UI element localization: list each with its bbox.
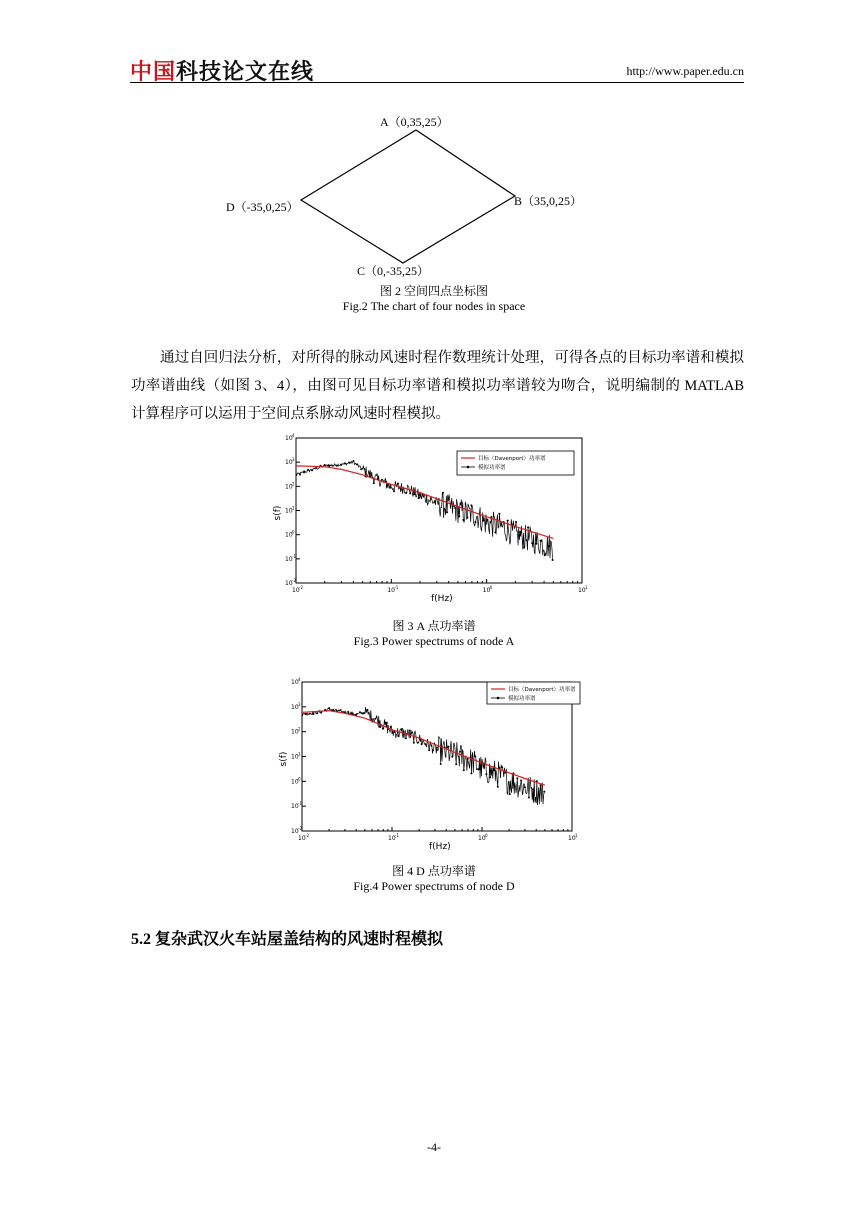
simulated-spectrum-point	[373, 482, 375, 484]
simulated-spectrum-point	[528, 797, 530, 799]
x-tick-label: 10	[292, 587, 300, 594]
y-tick-label: 10	[291, 703, 299, 711]
x-tick-label: 10	[482, 587, 491, 594]
simulated-spectrum-point	[386, 722, 388, 724]
fig4-chart	[260, 675, 600, 850]
simulated-spectrum-point	[494, 531, 496, 533]
simulated-spectrum-point	[363, 712, 365, 714]
simulated-spectrum-point	[394, 731, 396, 733]
simulated-spectrum-point	[527, 526, 529, 528]
simulated-spectrum-point	[301, 714, 303, 716]
simulated-spectrum-point	[378, 726, 380, 728]
simulated-spectrum-point	[344, 463, 346, 465]
fig3-caption-en: Fig.3 Power spectrums of node A	[353, 634, 515, 648]
simulated-spectrum-point	[413, 742, 415, 744]
simulated-spectrum-point	[397, 483, 399, 485]
simulated-spectrum-point	[413, 493, 415, 495]
fig2-diagram	[0, 0, 868, 300]
simulated-spectrum-point	[328, 707, 330, 709]
simulated-spectrum-point	[485, 773, 487, 775]
simulated-spectrum-point	[489, 776, 491, 778]
simulated-spectrum-point	[458, 516, 460, 518]
simulated-spectrum-point	[470, 504, 472, 506]
x-tick-label: 10	[387, 587, 395, 594]
simulated-spectrum-point	[390, 726, 392, 728]
simulated-spectrum-point	[340, 464, 342, 466]
simulated-spectrum-point	[463, 769, 465, 771]
body-paragraph	[131, 344, 744, 428]
simulated-spectrum-point	[509, 793, 511, 795]
simulated-spectrum-point	[295, 473, 297, 475]
simulated-spectrum-point	[474, 521, 476, 523]
y-tick-label: 10	[291, 778, 299, 786]
legend-target-label: 目标（Davenport）功率谱	[478, 456, 546, 462]
y-tick-label: 10	[285, 555, 293, 563]
y-tick-exponent: -2	[292, 578, 296, 583]
simulated-spectrum-point	[501, 766, 503, 768]
y-tick-label: 10	[285, 531, 293, 539]
simulated-spectrum-point	[523, 547, 525, 549]
y-tick-label: 10	[291, 828, 299, 835]
simulated-spectrum-point	[299, 474, 301, 476]
y-tick-exponent: 1	[292, 505, 295, 511]
simulated-spectrum-point	[535, 543, 537, 545]
simulated-spectrum-point	[320, 712, 322, 714]
simulated-spectrum-point	[356, 463, 358, 465]
simulated-spectrum-point	[421, 743, 423, 745]
y-tick-exponent: 4	[292, 433, 295, 438]
fig2-node-d: D（-35,0,25）	[226, 200, 299, 214]
simulated-spectrum-point	[397, 735, 399, 737]
logo-red-text: 中国	[130, 60, 177, 85]
legend-simulated-label: 模拟功率谱	[478, 465, 506, 471]
fig3-caption-cn: 图 3 A 点功率谱	[392, 619, 476, 633]
simulated-spectrum-point	[340, 709, 342, 711]
y-tick-exponent: -1	[298, 801, 302, 807]
target-spectrum-line	[302, 711, 545, 786]
simulated-spectrum-point	[524, 786, 526, 788]
simulated-spectrum-point	[448, 746, 450, 748]
y-tick-exponent: 1	[298, 751, 301, 757]
simulated-spectrum-point	[515, 521, 517, 523]
y-tick-label: 10	[291, 753, 299, 761]
legend-box	[457, 451, 574, 475]
simulated-spectrum-point	[552, 559, 554, 561]
fig4-caption-cn: 图 4 D 点功率谱	[392, 864, 476, 878]
legend-simulated-marker	[467, 466, 470, 469]
simulated-spectrum-point	[360, 468, 362, 470]
simulated-spectrum-point	[474, 755, 476, 757]
simulated-spectrum-point	[486, 519, 488, 521]
y-tick-label: 10	[285, 483, 293, 491]
simulated-spectrum-point	[540, 540, 542, 542]
simulated-spectrum-point	[312, 713, 314, 715]
simulated-spectrum-point	[428, 749, 430, 751]
simulated-spectrum-point	[374, 718, 376, 720]
y-tick-label: 10	[285, 459, 293, 467]
simulated-spectrum-point	[405, 737, 407, 739]
simulated-spectrum-point	[424, 743, 426, 745]
simulated-spectrum-point	[532, 788, 534, 790]
simulated-spectrum-point	[454, 507, 456, 509]
simulated-spectrum-point	[548, 545, 550, 547]
simulated-spectrum-point	[493, 769, 495, 771]
simulated-spectrum-line	[296, 461, 553, 560]
legend-simulated-label: 模拟功率谱	[508, 696, 536, 702]
x-tick-exponent: 1	[575, 833, 578, 838]
paragraph-text: 通过自回归法分析，对所得的脉动风速时程作数理统计处理，可得各点的目标功率谱和模拟功率谱曲线（如图 3、4），由图可见目标功率谱和模拟功率谱较为吻合，说明编制的 MATLAB 计算程序可以运用于空间点系脉动风速时程模拟。	[131, 350, 744, 422]
y-tick-label: 10	[285, 507, 293, 515]
fig2-node-a: A（0,35,25）	[380, 115, 449, 129]
simulated-spectrum-point	[305, 713, 307, 715]
y-tick-exponent: 3	[298, 701, 301, 707]
simulated-spectrum-point	[359, 711, 361, 713]
simulated-spectrum-point	[393, 490, 395, 492]
y-tick-exponent: 0	[292, 529, 295, 535]
y-axis-label: s(f)	[273, 505, 283, 521]
simulated-spectrum-point	[348, 462, 350, 464]
simulated-spectrum-point	[382, 728, 384, 730]
simulated-spectrum-point	[459, 751, 461, 753]
simulated-spectrum-point	[455, 763, 457, 765]
fig2-caption-en: Fig.2 The chart of four nodes in space	[342, 299, 526, 313]
simulated-spectrum-point	[451, 756, 453, 758]
simulated-spectrum-point	[507, 520, 509, 522]
simulated-spectrum-point	[543, 791, 545, 793]
fig2-node-b: B（35,0,25）	[514, 194, 583, 208]
x-axis-label: f(Hz)	[429, 842, 451, 850]
simulated-spectrum-point	[470, 772, 472, 774]
simulated-spectrum-point	[309, 713, 311, 715]
y-tick-exponent: 2	[292, 481, 295, 487]
simulated-spectrum-point	[531, 542, 533, 544]
simulated-spectrum-point	[462, 519, 464, 521]
simulated-spectrum-point	[434, 500, 436, 502]
simulated-spectrum-point	[418, 497, 420, 499]
simulated-spectrum-point	[498, 513, 500, 515]
y-tick-label: 10	[291, 803, 299, 811]
simulated-spectrum-point	[409, 492, 411, 494]
simulated-spectrum-point	[482, 520, 484, 522]
x-tick-exponent: 1	[585, 585, 588, 590]
simulated-spectrum-point	[440, 763, 442, 765]
y-tick-exponent: 2	[298, 726, 301, 732]
y-tick-exponent: 4	[298, 677, 301, 682]
x-tick-exponent: 0	[485, 833, 488, 838]
x-axis-label: f(Hz)	[431, 594, 453, 604]
x-tick-label: 10	[388, 835, 396, 842]
simulated-spectrum-line	[302, 707, 544, 805]
fig2-diamond	[301, 130, 515, 263]
simulated-spectrum-point	[328, 464, 330, 466]
logo-black-text: 科技论文在线	[176, 60, 315, 85]
y-axis-label: s(f)	[279, 751, 289, 767]
y-tick-label: 10	[291, 728, 299, 736]
y-tick-label: 10	[291, 679, 299, 686]
fig4-caption-en: Fig.4 Power spectrums of node D	[353, 879, 515, 893]
x-tick-label: 10	[568, 835, 576, 842]
simulated-spectrum-point	[405, 492, 407, 494]
legend-target-label: 目标（Davenport）功率谱	[508, 687, 576, 693]
simulated-spectrum-point	[324, 464, 326, 466]
y-tick-exponent: 3	[292, 457, 295, 463]
y-tick-label: 10	[285, 435, 293, 442]
simulated-spectrum-point	[347, 711, 349, 713]
simulated-spectrum-point	[336, 465, 338, 467]
y-tick-exponent: -2	[298, 826, 302, 831]
fig2-caption-cn: 图 2 空间四点坐标图	[379, 284, 488, 298]
simulated-spectrum-point	[332, 465, 334, 467]
x-tick-label: 10	[298, 835, 306, 842]
simulated-spectrum-point	[520, 780, 522, 782]
simulated-spectrum-point	[430, 497, 432, 499]
simulated-spectrum-point	[497, 786, 499, 788]
simulated-spectrum-point	[442, 492, 444, 494]
simulated-spectrum-point	[389, 487, 391, 489]
simulated-spectrum-point	[307, 469, 309, 471]
simulated-spectrum-point	[401, 489, 403, 491]
header-url[interactable]: http://www.paper.edu.cn	[626, 64, 744, 78]
x-tick-exponent: -2	[299, 585, 303, 590]
simulated-spectrum-point	[516, 777, 518, 779]
x-tick-exponent: -2	[305, 833, 309, 838]
simulated-spectrum-point	[401, 728, 403, 730]
simulated-spectrum-point	[544, 554, 546, 556]
simulated-spectrum-point	[519, 531, 521, 533]
simulated-spectrum-point	[316, 712, 318, 714]
fig3-chart	[260, 428, 600, 608]
simulated-spectrum-point	[303, 470, 305, 472]
x-tick-label: 10	[578, 587, 586, 594]
simulated-spectrum-point	[409, 730, 411, 732]
simulated-spectrum-point	[311, 469, 313, 471]
simulated-spectrum-point	[446, 511, 448, 513]
x-tick-label: 10	[478, 835, 486, 842]
simulated-spectrum-point	[432, 749, 434, 751]
simulated-spectrum-point	[478, 768, 480, 770]
y-tick-exponent: 0	[298, 776, 301, 782]
simulated-spectrum-point	[466, 517, 468, 519]
section-heading: 5.2 复杂武汉火车站屋盖结构的风速时程模拟	[131, 931, 444, 948]
fig2-node-c: C（0,-35,25）	[357, 264, 430, 278]
x-tick-exponent: -1	[394, 585, 399, 590]
simulated-spectrum-point	[352, 460, 354, 462]
simulated-spectrum-point	[367, 709, 369, 711]
x-tick-exponent: -1	[395, 833, 399, 838]
simulated-spectrum-point	[436, 747, 438, 749]
page-number: -4-	[427, 1140, 441, 1154]
simulated-spectrum-point	[417, 742, 419, 744]
x-tick-exponent: 0	[489, 585, 493, 590]
legend-simulated-marker	[497, 697, 500, 700]
y-tick-exponent: -1	[292, 553, 296, 559]
y-tick-label: 10	[285, 580, 293, 587]
